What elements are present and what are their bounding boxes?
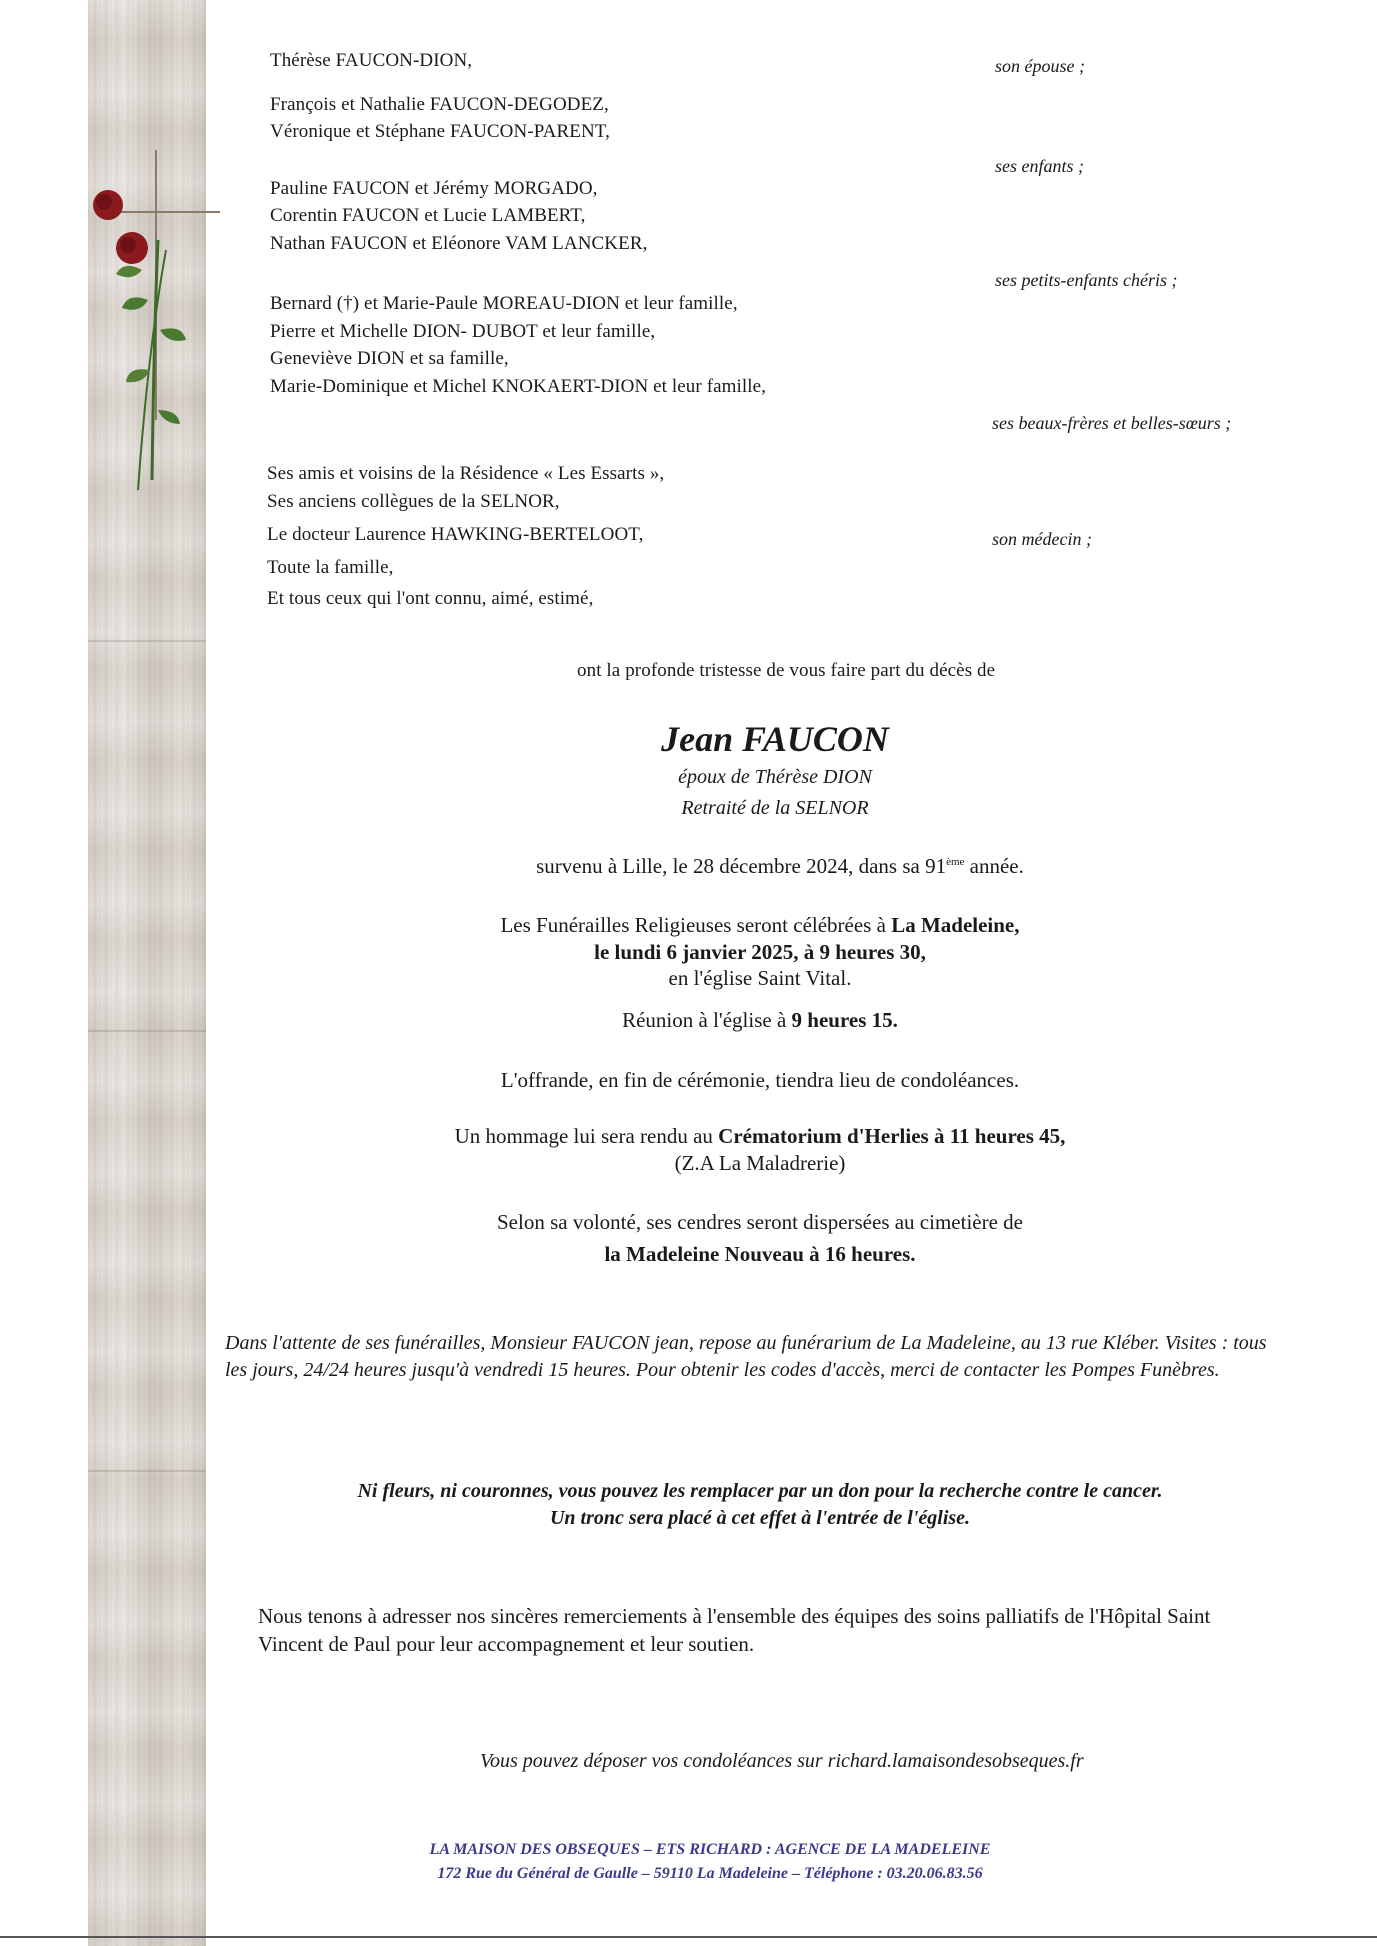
homage-line-1: Un hommage lui sera rendu au Crématorium d'Herlies à 11 heures 45, xyxy=(454,1124,1066,1148)
family-line: Le docteur Laurence HAWKING-BERTELOOT, xyxy=(267,524,644,545)
flowers-line-2: Un tronc sera placé à cet effet à l'entrée de l'église. xyxy=(549,1507,971,1529)
family-line: Thérèse FAUCON-DION, xyxy=(270,50,473,71)
announcement-text: ont la profonde tristesse de vous faire part du décès de xyxy=(577,660,996,681)
family-line: Geneviève DION et sa famille, xyxy=(270,348,509,369)
funeral-line-3: en l'église Saint Vital. xyxy=(668,966,852,990)
ashes-line-1: Selon sa volonté, ses cendres seront dispersées au cimetière de xyxy=(497,1210,1023,1234)
funeral-home-footer xyxy=(300,1838,1120,1886)
family-line: Marie-Dominique et Michel KNOKAERT-DION et leur famille, xyxy=(270,376,767,397)
role-label: ses petits-enfants chéris ; xyxy=(995,270,1178,290)
family-line: Véronique et Stéphane FAUCON-PARENT, xyxy=(270,121,610,142)
role-label: ses enfants ; xyxy=(995,156,1084,176)
family-line: Ses anciens collègues de la SELNOR, xyxy=(267,491,560,512)
death-line: survenu à Lille, le 28 décembre 2024, dans sa 91ème année. xyxy=(536,854,1024,878)
funeral-line-1: Les Funérailles Religieuses seront célébrées à La Madeleine, xyxy=(500,913,1020,937)
family-line: Pierre et Michelle DION- DUBOT et leur famille, xyxy=(270,321,656,342)
funeral-line-2: le lundi 6 janvier 2025, à 9 heures 30, xyxy=(594,940,926,964)
deceased-name: Jean FAUCON xyxy=(661,719,889,759)
flowers-line-1: Ni fleurs, ni couronnes, vous pouvez les remplacer par un don pour la recherche contre le cancer. xyxy=(357,1480,1163,1502)
role-label: son épouse ; xyxy=(995,56,1085,76)
family-line: François et Nathalie FAUCON-DEGODEZ, xyxy=(270,94,609,115)
family-line: Ses amis et voisins de la Résidence « Les Essarts », xyxy=(267,463,665,484)
condolences-text: Vous pouvez déposer vos condoléances sur richard.lamaisondesobseques.fr xyxy=(480,1750,1084,1772)
family-line: Toute la famille, xyxy=(267,557,394,578)
role-label: ses beaux-frères et belles-sœurs ; xyxy=(992,413,1232,433)
family-line: Bernard (†) et Marie-Paule MOREAU-DION et leur famille, xyxy=(270,293,738,314)
offering-text: L'offrande, en fin de cérémonie, tiendra lieu de condoléances. xyxy=(500,1068,1020,1092)
deceased-job: Retraité de la SELNOR xyxy=(681,797,869,819)
deceased-spouse: époux de Thérèse DION xyxy=(678,766,872,788)
visitation-paragraph: Dans l'attente de ses funérailles, Monsieur FAUCON jean, repose au funérarium de La Madeleine, au 13 rue Kléber. Visites : tous les jours, 24/24 heures jusqu'à vendredi 15 heures. Pour obtenir les codes d'accès, merci de contacter les Pompes Funèbres. xyxy=(225,1332,1267,1381)
family-line: Nathan FAUCON et Eléonore VAM LANCKER, xyxy=(270,233,648,254)
family-line: Corentin FAUCON et Lucie LAMBERT, xyxy=(270,205,586,226)
ashes-line-2: la Madeleine Nouveau à 16 heures. xyxy=(604,1242,916,1266)
cross-and-roses-icon xyxy=(88,150,228,510)
family-line: Et tous ceux qui l'ont connu, aimé, estimé, xyxy=(267,588,594,609)
homage-line-2: (Z.A La Maladrerie) xyxy=(674,1151,846,1175)
funeral-line-4: Réunion à l'église à 9 heures 15. xyxy=(622,1008,898,1032)
role-label: son médecin ; xyxy=(992,529,1092,549)
bottom-rule xyxy=(0,1936,1377,1938)
footer-line-1: LA MAISON DES OBSEQUES – ETS RICHARD : AGENCE DE LA MADELEINE xyxy=(429,1841,991,1858)
family-line: Pauline FAUCON et Jérémy MORGADO, xyxy=(270,178,598,199)
footer-line-2: 172 Rue du Général de Gaulle – 59110 La Madeleine – Téléphone : 03.20.06.83.56 xyxy=(437,1865,983,1882)
thanks-paragraph: Nous tenons à adresser nos sincères remerciements à l'ensemble des équipes des soins palliatifs de l'Hôpital Saint Vincent de Paul pour leur accompagnement et leur soutien. xyxy=(258,1604,1211,1656)
